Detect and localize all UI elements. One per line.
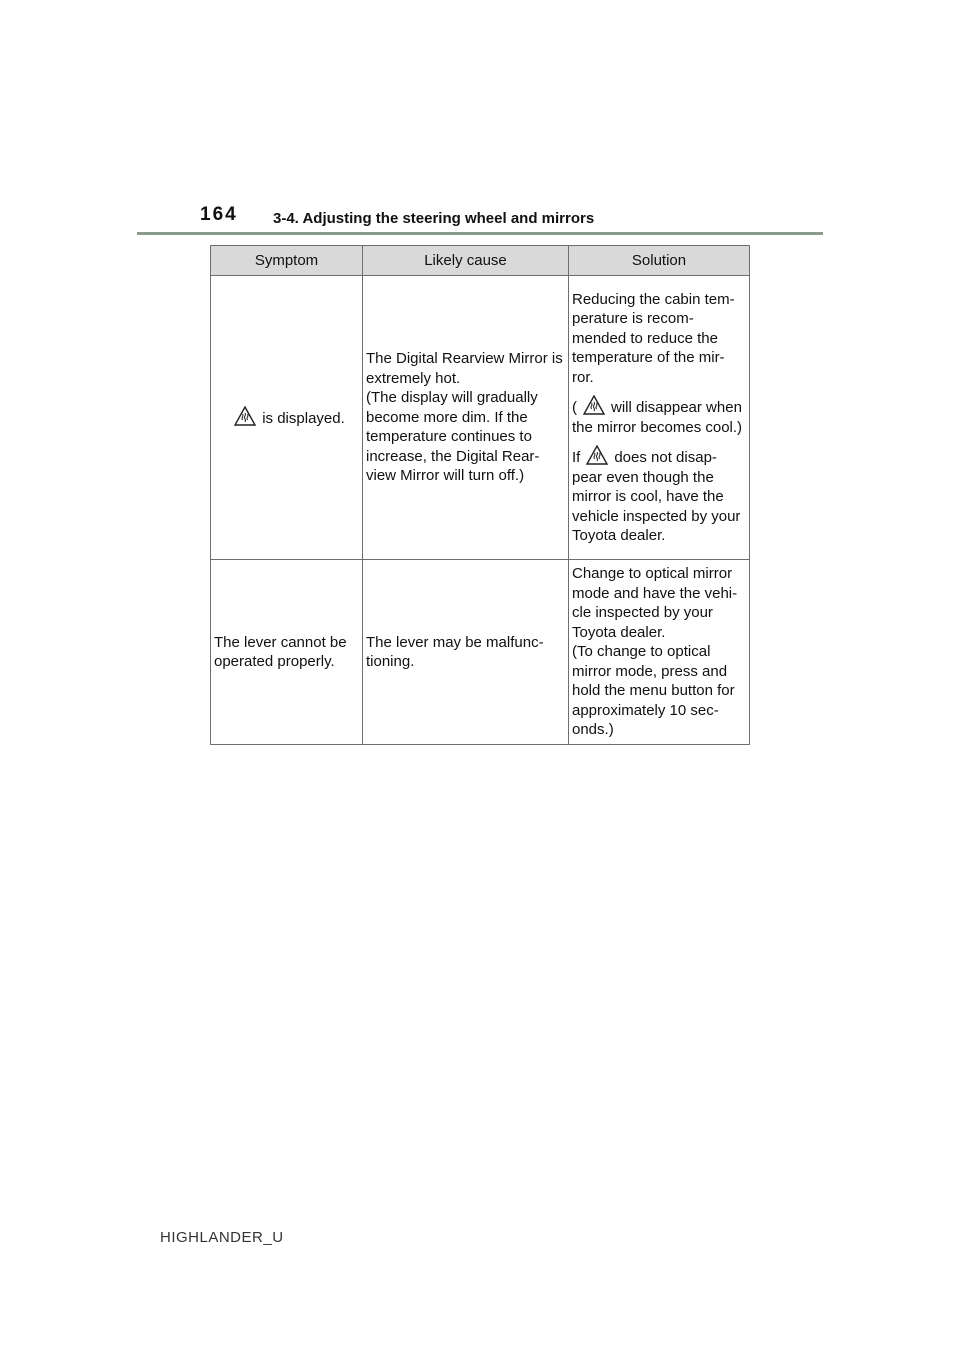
solution-text: Change to optical mirror mode and have the vehi-cle inspected by your Toyota dealer. (To change to optical mirror mode, press and hold the menu button for approximately 10 sec-onds.)	[572, 565, 738, 739]
high-temperature-warning-icon	[586, 445, 608, 465]
page-number: 164	[200, 204, 238, 225]
header-divider	[137, 232, 823, 235]
symptom-text: The lever cannot be operated properly.	[214, 633, 347, 670]
high-temperature-warning-icon	[234, 406, 256, 426]
solution-cell	[569, 560, 750, 745]
footer-model-label: HIGHLANDER_U	[160, 1229, 284, 1246]
likely-cause-cell	[363, 560, 569, 745]
solution-text-prefix: If	[572, 449, 581, 466]
column-header-likely-cause: Likely cause	[363, 246, 569, 276]
solution-paragraph	[572, 445, 746, 546]
high-temperature-warning-icon	[583, 395, 605, 415]
table-header-row	[211, 246, 750, 276]
symptom-text: is displayed.	[262, 410, 345, 428]
section-title: 3-4. Adjusting the steering wheel and mirrors	[273, 210, 595, 227]
solution-text-suffix: will disappear when the mirror becomes cool.)	[572, 399, 743, 436]
solution-cell	[569, 276, 750, 560]
likely-cause-text: The Digital Rearview Mirror is extremely hot. (The display will gradually become more dim. If the temperature continues to increase, the Digital Rear-view Mirror will turn off.)	[366, 350, 563, 485]
symptom-cell	[211, 276, 363, 560]
solution-paragraph	[572, 395, 746, 437]
column-header-solution: Solution	[569, 246, 750, 276]
table-row	[211, 560, 750, 745]
troubleshooting-table	[210, 245, 750, 745]
solution-paragraph: Reducing the cabin tem-perature is recom-mended to reduce the temperature of the mir-ror.	[572, 290, 735, 386]
table-row	[211, 276, 750, 560]
likely-cause-text: The lever may be malfunc-tioning.	[366, 633, 544, 670]
solution-text-suffix: does not disap-pear even though the mirror is cool, have the vehicle inspected by your Toyota dealer.	[572, 449, 741, 544]
solution-text-prefix: (	[572, 399, 577, 416]
column-header-symptom: Symptom	[211, 246, 363, 276]
likely-cause-cell	[363, 276, 569, 560]
symptom-cell	[211, 560, 363, 745]
